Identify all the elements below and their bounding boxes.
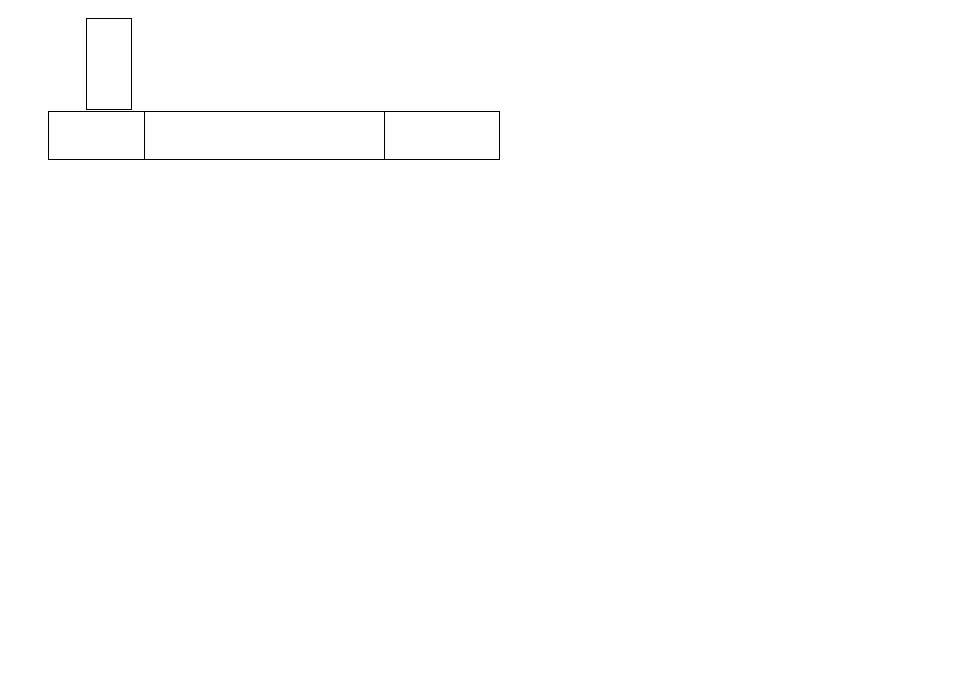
game-types-box xyxy=(86,18,132,110)
result-box xyxy=(48,111,500,160)
